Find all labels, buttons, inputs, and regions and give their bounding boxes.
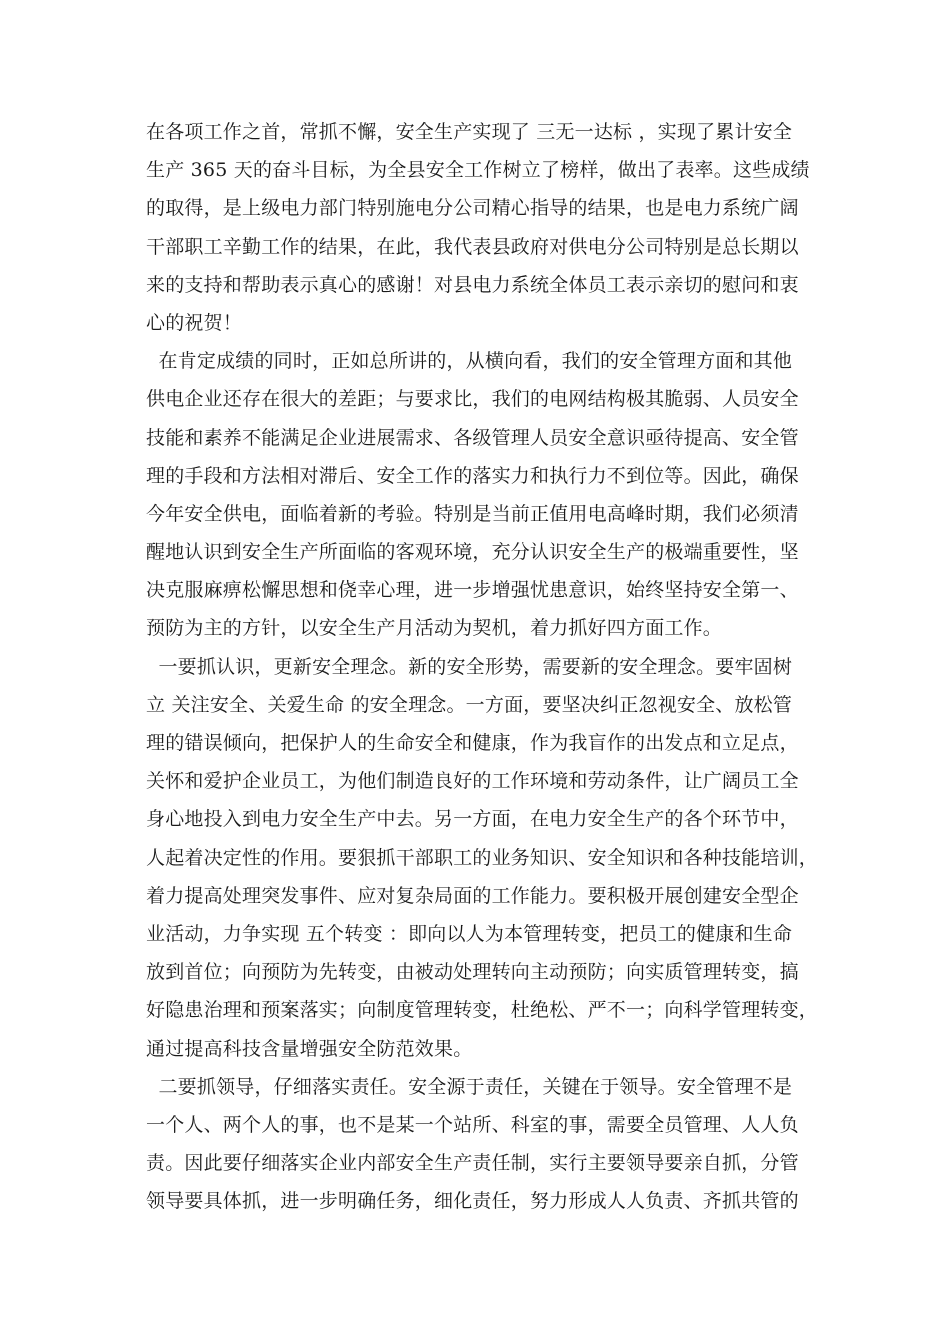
text-line: 领导要具体抓，进一步明确任务，细化责任，努力形成人人负责、齐抓共管的 xyxy=(146,1190,799,1213)
text-line: 放到首位；向预防为先转变，由被动处理转向主动预防；向实质管理转变，搞 xyxy=(146,961,799,984)
text-line: 供电企业还存在很大的差距；与要求比，我们的电网结构极其脆弱、人员安全 xyxy=(146,388,799,411)
text-line: 责。因此要仔细落实企业内部安全生产责任制，实行主要领导要亲自抓，分管 xyxy=(146,1152,799,1175)
text-line: 今年安全供电，面临着新的考验。特别是当前正值用电高峰时期，我们必须清 xyxy=(146,502,799,525)
text-line: 醒地认识到安全生产所面临的客观环境，充分认识安全生产的极端重要性，坚 xyxy=(146,541,799,564)
text-line: 的取得，是上级电力部门特别施电分公司精心指导的结果，也是电力系统广阔 xyxy=(146,197,799,220)
text-line: 关怀和爱护企业员工，为他们制造良好的工作环境和劳动条件，让广阔员工全 xyxy=(146,770,799,793)
text-line: 一要抓认识，更新安全理念。新的安全形势，需要新的安全理念。要牢固树 xyxy=(146,655,793,678)
text-line: 干部职工辛勤工作的结果，在此，我代表县政府对供电分公司特别是总长期以 xyxy=(146,235,799,258)
text-line: 理的错误倾向，把保护人的生命安全和健康，作为我盲作的出发点和立足点， xyxy=(146,732,799,754)
text-line: 在各项工作之首，常抓不懈，安全生产实现了 三无一达标 ，实现了累计安全 xyxy=(146,121,793,143)
body-text xyxy=(146,113,819,1220)
text-line: 生产 365 天的奋斗目标，为全县安全工作树立了榜样，做出了表率。这些成绩 xyxy=(146,159,810,182)
text-line: 心的祝贺！ xyxy=(146,311,243,334)
text-line: 身心地投入到电力安全生产中去。另一方面，在电力安全生产的各个环节中， xyxy=(146,808,799,831)
text-line: 来的支持和帮助表示真心的感谢！对县电力系统全体员工表示亲切的慰问和衷 xyxy=(146,273,799,296)
text-line: 人起着决定性的作用。要狠抓干部职工的业务知识、安全知识和各种技能培训， xyxy=(146,846,819,869)
text-line: 着力提高处理突发事件、应对复杂局面的工作能力。要积极开展创建安全型企 xyxy=(146,884,799,907)
text-line: 一个人、两个人的事，也不是某一个站所、科室的事，需要全员管理、人人负 xyxy=(146,1113,799,1136)
text-line: 立 关注安全、关爱生命 的安全理念。一方面，要坚决纠正忽视安全、放松管 xyxy=(146,693,793,716)
text-line: 二要抓领导，仔细落实责任。安全源于责任，关键在于领导。安全管理不是 xyxy=(146,1075,793,1098)
text-line: 理的手段和方法相对滞后、安全工作的落实力和执行力不到位等。因此，确保 xyxy=(146,464,799,487)
text-line: 业活动，力争实现 五个转变 ：即向以人为本管理转变，把员工的健康和生命 xyxy=(146,922,793,945)
text-line: 决克服麻痹松懈思想和侥幸心理，进一步增强忧患意识，始终坚持安全第一、 xyxy=(146,579,799,602)
text-line: 预防为主的方针，以安全生产月活动为契机，着力抓好四方面工作。 xyxy=(146,617,723,640)
text-line: 通过提高科技含量增强安全防范效果。 xyxy=(146,1037,473,1060)
text-line: 技能和素养不能满足企业进展需求、各级管理人员安全意识亟待提高、安全管 xyxy=(146,426,799,449)
text-line: 在肯定成绩的同时，正如总所讲的，从横向看，我们的安全管理方面和其他 xyxy=(146,350,793,373)
text-line: 好隐患治理和预案落实；向制度管理转变，杜绝松、严不一；向科学管理转变， xyxy=(146,999,819,1022)
